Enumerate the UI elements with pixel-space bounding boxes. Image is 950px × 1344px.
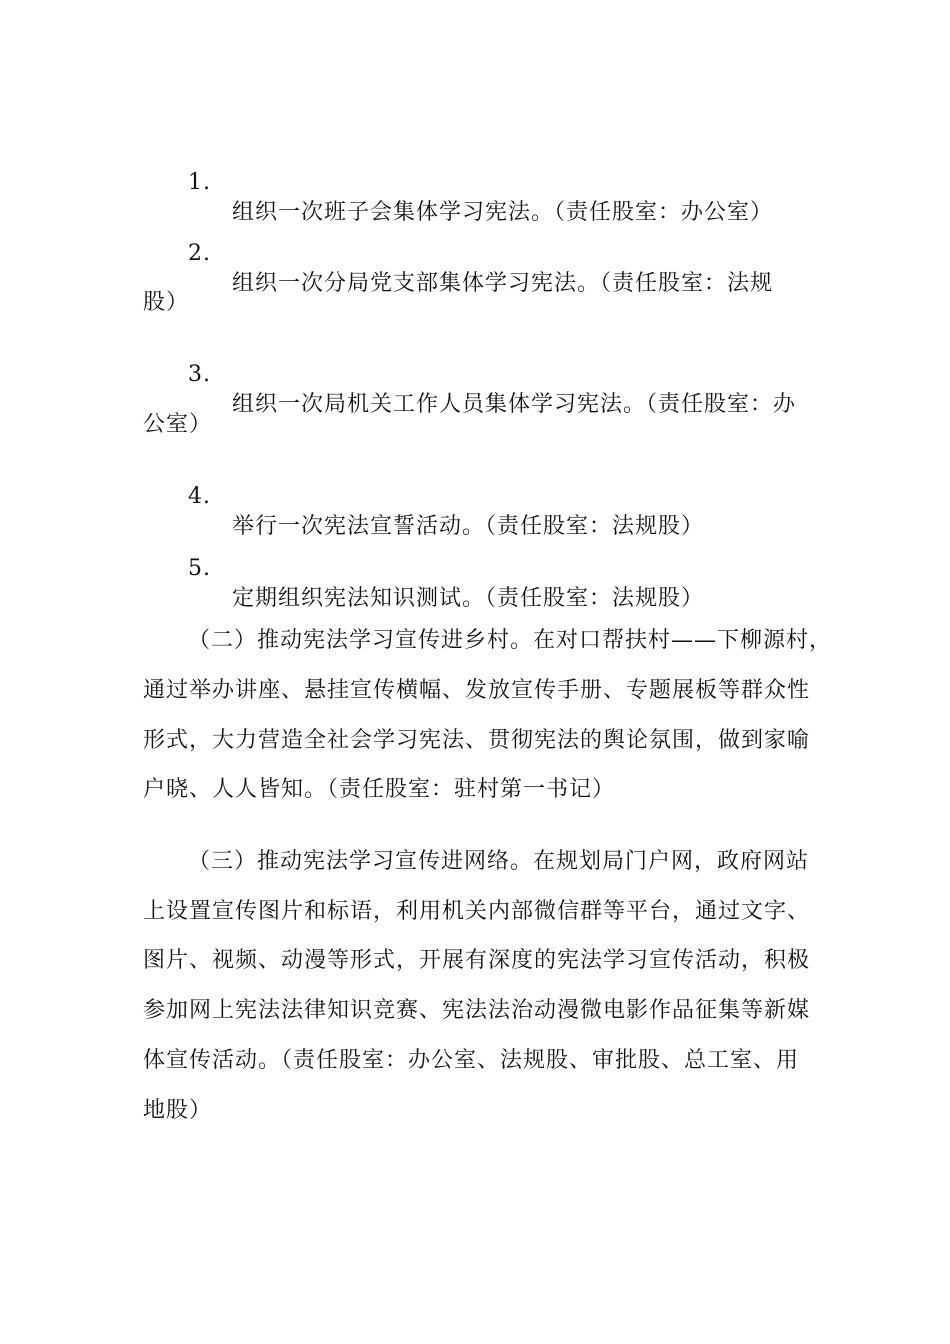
- list-number: 2.: [188, 241, 211, 266]
- paragraph-text: 图片、视频、动漫等形式，开展有深度的宪法学习宣传活动，积极: [143, 948, 811, 973]
- list-text: 举行一次宪法宣誓活动。（责任股室：法规股）: [232, 514, 705, 539]
- paragraph-text: （三）推动宪法学习宣传进网络。在规划局门户网，政府网站: [188, 849, 810, 874]
- paragraph-line: [0, 1066, 950, 1156]
- list-number: 5.: [188, 556, 211, 581]
- paragraph-text: 参加网上宪法法律知识竞赛、宪法法治动漫微电影作品征集等新媒: [143, 998, 811, 1023]
- list-text: 组织一次班子会集体学习宪法。（责任股室：办公室）: [232, 200, 774, 225]
- paragraph-text: 地股）: [143, 1098, 213, 1123]
- list-text-continuation: 公室）: [143, 412, 213, 437]
- list-number: 1.: [188, 170, 211, 195]
- list-text-continuation: 股）: [143, 290, 190, 315]
- list-number: 4.: [188, 484, 211, 509]
- list-text: 组织一次分局党支部集体学习宪法。（责任股室：法规: [232, 271, 774, 296]
- paragraph-text: 上设置宣传图片和标语，利用机关内部微信群等平台，通过文字、: [143, 899, 811, 924]
- paragraph-text: 户晓、人人皆知。（责任股室：驻村第一书记）: [143, 777, 616, 802]
- paragraph-text: 形式，大力营造全社会学习宪法、贯彻宪法的舆论氛围，做到家喻: [143, 728, 811, 753]
- list-text: 定期组织宪法知识测试。（责任股室：法规股）: [232, 586, 705, 611]
- paragraph-text: 体宣传活动。（责任股室：办公室、法规股、审批股、总工室、用: [143, 1048, 800, 1073]
- paragraph-text: 通过举办讲座、悬挂宣传横幅、发放宣传手册、专题展板等群众性: [143, 678, 811, 703]
- list-text: 组织一次局机关工作人员集体学习宪法。（责任股室：办: [232, 392, 797, 417]
- list-number: 3.: [188, 362, 211, 387]
- paragraph-text: （二）推动宪法学习宣传进乡村。在对口帮扶村——下柳源村，: [188, 628, 833, 653]
